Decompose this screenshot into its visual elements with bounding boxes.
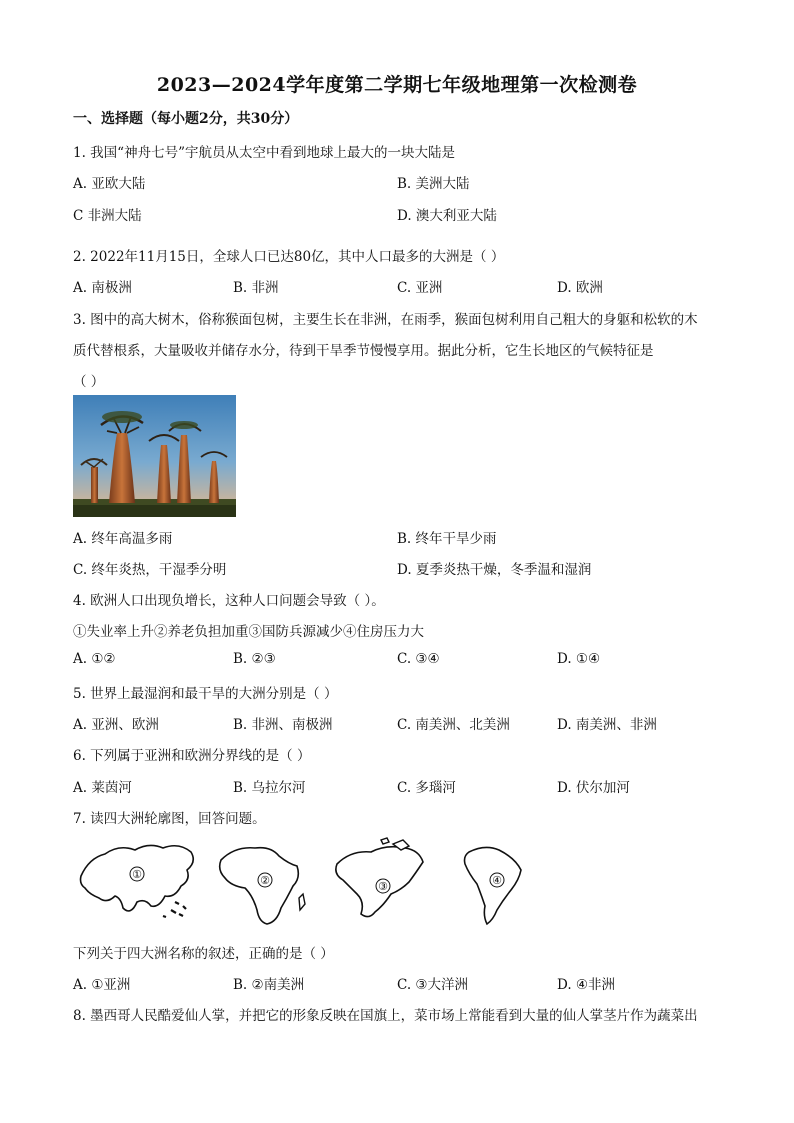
question-3-option-b[interactable]: B. 终年干旱少雨: [397, 531, 497, 547]
question-1-option-a[interactable]: A. 亚欧大陆: [73, 176, 146, 192]
question-4-option-a[interactable]: A. ①②: [73, 651, 116, 667]
question-2-option-a[interactable]: A. 南极洲: [73, 280, 132, 296]
page-title: 2023—2024学年度第二学期七年级地理第一次检测卷: [156, 74, 638, 96]
question-6-option-b[interactable]: B. 乌拉尔河: [233, 780, 306, 796]
question-5-option-a[interactable]: A. 亚洲、欧洲: [73, 717, 159, 733]
question-1-option-b[interactable]: B. 美洲大陆: [397, 176, 470, 192]
continent-outline-maps: [75, 836, 545, 928]
question-3-stem-line-1: 3. 图中的高大树木，俗称猴面包树，主要生长在非洲，在雨季，猴面包树利用自己粗大的身躯和松软的木: [73, 312, 698, 328]
question-3-stem-line-3: （ ）: [73, 374, 105, 390]
question-2-option-c[interactable]: C. 亚洲: [397, 280, 443, 296]
question-6-stem: 6. 下列属于亚洲和欧洲分界线的是（ ）: [73, 748, 311, 764]
question-3-stem-line-2: 质代替根系，大量吸收并储存水分，待到干旱季节慢慢享用。据此分析，它生长地区的气候特征是: [73, 343, 654, 359]
map-label-2: ②: [260, 874, 270, 887]
question-3-option-a[interactable]: A. 终年高温多雨: [73, 531, 173, 547]
question-4-items: ①失业率上升②养老负担加重③国防兵源减少④住房压力大: [73, 624, 424, 640]
map-label-3: ③: [378, 880, 388, 893]
question-7-sub-stem: 下列关于四大洲名称的叙述，正确的是（ ）: [73, 946, 334, 962]
map-label-1: ①: [132, 868, 142, 881]
question-7-option-d[interactable]: D. ④非洲: [557, 977, 616, 993]
question-5-option-b[interactable]: B. 非洲、南极洲: [233, 717, 333, 733]
question-5-stem: 5. 世界上最湿润和最干旱的大洲分别是（ ）: [73, 686, 338, 702]
baobab-tree-photo: [73, 395, 236, 517]
question-4-option-d[interactable]: D. ①④: [557, 651, 601, 667]
question-8-stem: 8. 墨西哥人民酷爱仙人掌，并把它的形象反映在国旗上，菜市场上常能看到大量的仙人掌茎片作为蔬菜出: [73, 1008, 698, 1024]
question-5-option-d[interactable]: D. 南美洲、非洲: [557, 717, 657, 733]
question-4-option-b[interactable]: B. ②③: [233, 651, 276, 667]
question-7-option-a[interactable]: A. ①亚洲: [73, 977, 131, 993]
question-3-option-d[interactable]: D. 夏季炎热干燥，冬季温和湿润: [397, 562, 592, 578]
question-6-option-a[interactable]: A. 莱茵河: [73, 780, 132, 796]
question-7-option-b[interactable]: B. ②南美洲: [233, 977, 305, 993]
section-heading: 一、选择题（每小题2分，共30分）: [73, 111, 299, 127]
question-7-option-c[interactable]: C. ③大洋洲: [397, 977, 469, 993]
question-1-option-c[interactable]: C 非洲大陆: [73, 208, 142, 224]
question-4-option-c[interactable]: C. ③④: [397, 651, 440, 667]
map-label-4: ④: [492, 874, 502, 887]
question-6-option-c[interactable]: C. 多瑙河: [397, 780, 456, 796]
question-4-stem: 4. 欧洲人口出现负增长，这种人口问题会导致（ ）。: [73, 593, 385, 609]
question-2-option-d[interactable]: D. 欧洲: [557, 280, 603, 296]
question-3-option-c[interactable]: C. 终年炎热，干湿季分明: [73, 562, 227, 578]
question-7-stem: 7. 读四大洲轮廓图，回答问题。: [73, 811, 266, 827]
question-5-option-c[interactable]: C. 南美洲、北美洲: [397, 717, 510, 733]
question-2-stem: 2. 2022年11月15日，全球人口已达80亿，其中人口最多的大洲是（ ）: [73, 249, 505, 265]
question-6-option-d[interactable]: D. 伏尔加河: [557, 780, 630, 796]
question-1-stem: 1. 我国“神舟七号”宇航员从太空中看到地球上最大的一块大陆是: [73, 145, 455, 161]
question-1-option-d[interactable]: D. 澳大利亚大陆: [397, 208, 497, 224]
question-2-option-b[interactable]: B. 非洲: [233, 280, 279, 296]
